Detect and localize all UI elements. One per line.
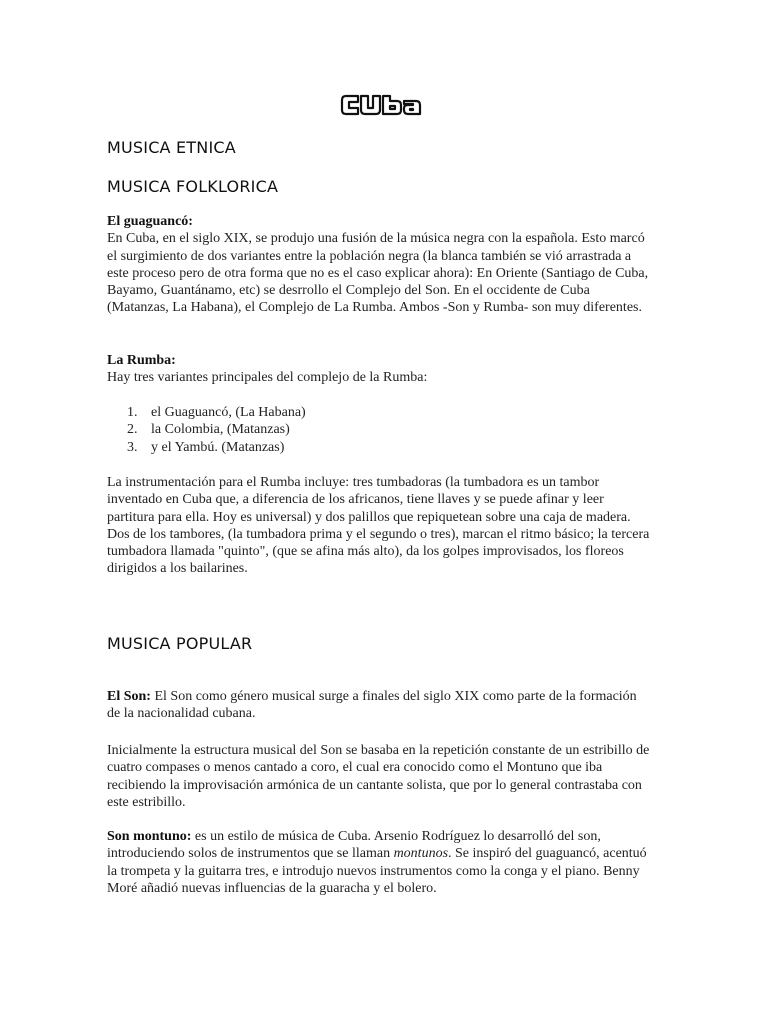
son-montuno-paragraph: Son montuno: es un estilo de música de Cuba. Arsenio Rodríguez lo desarrolló del son, introduciendo solos de instrumentos que se llaman montunos. Se inspiró del guaguancó, acentuó la trompeta y la guitarra tres, e introdujo nuevos instrumentos como la conga y el piano. Benny Moré añadió nuevas influencias de la guaracha y el bolero. (107, 829, 647, 896)
heading-musica-popular: MUSICA POPULAR (107, 634, 253, 653)
heading-musica-etnica: MUSICA ETNICA (107, 138, 236, 157)
son-paragraph (107, 688, 652, 723)
rumba-paragraph (107, 352, 652, 387)
son-structure-paragraph: Inicialmente la estructura musical del Son se basaba en la repetición constante de un estribillo de cuatro compases o menos cantado a coro, el cual era conocido como el Montuno que iba recibiendo la improvisación armónica de un cantante solista, que por lo general contrastaba con este estribillo. (107, 743, 650, 810)
montunos-term: montunos (393, 846, 449, 862)
guaguanco-paragraph (107, 213, 652, 317)
list-item: 1. el Guaguancó, (La Habana) (127, 405, 306, 420)
son-montuno-title: Son montuno: (107, 829, 192, 844)
son-body: El Son como género musical surge a finales del siglo XIX como parte de la formación de la nacionalidad cubana. (107, 689, 637, 722)
rumba-variants-list (127, 404, 427, 456)
cuba-logo (340, 92, 422, 118)
rumba-title: La Rumba: (107, 353, 176, 368)
guaguanco-title: El guaguancó: (107, 214, 193, 229)
son-title: El Son: (107, 689, 151, 704)
guaguanco-body: En Cuba, en el siglo XIX, se produjo una fusión de la música negra con la española. Esto marcó el surgimiento de dos variantes entre la población negra (la blanca también se vió arrastrada a este proceso pero de otra forma que no es el caso explicar ahora): En Oriente (Santiago de Cuba, Bayamo, Guantánamo, etc) se desrrollo el Complejo del Son. En el occidente de Cuba (Matanzas, La Habana), el Complejo de La Rumba. Ambos -Son y Rumba- son muy diferentes. (107, 231, 649, 316)
heading-musica-folklorica: MUSICA FOLKLORICA (107, 177, 279, 196)
rumba-instrumentation-paragraph: La instrumentación para el Rumba incluye: tres tumbadoras (la tumbadora es un tambor inventado en Cuba que, a diferencia de los africanos, tiene llaves y se puede afinar y leer partitura para ella. Hoy es universal) y dos palillos que repiquetean sobre una caja de madera. Dos de los tambores, (la tumbadora prima y el segundo o tres), marcan el ritmo básico; la tercera tumbadora llamada "quinto", (que se afina más alto), da los golpes improvisados, los floreos dirigidos a los bailarines. (107, 475, 650, 577)
list-item: 3. y el Yambú. (Matanzas) (127, 439, 285, 455)
list-item: 2. la Colombia, (Matanzas) (127, 422, 290, 438)
rumba-intro: Hay tres variantes principales del complejo de la Rumba: (107, 370, 428, 386)
